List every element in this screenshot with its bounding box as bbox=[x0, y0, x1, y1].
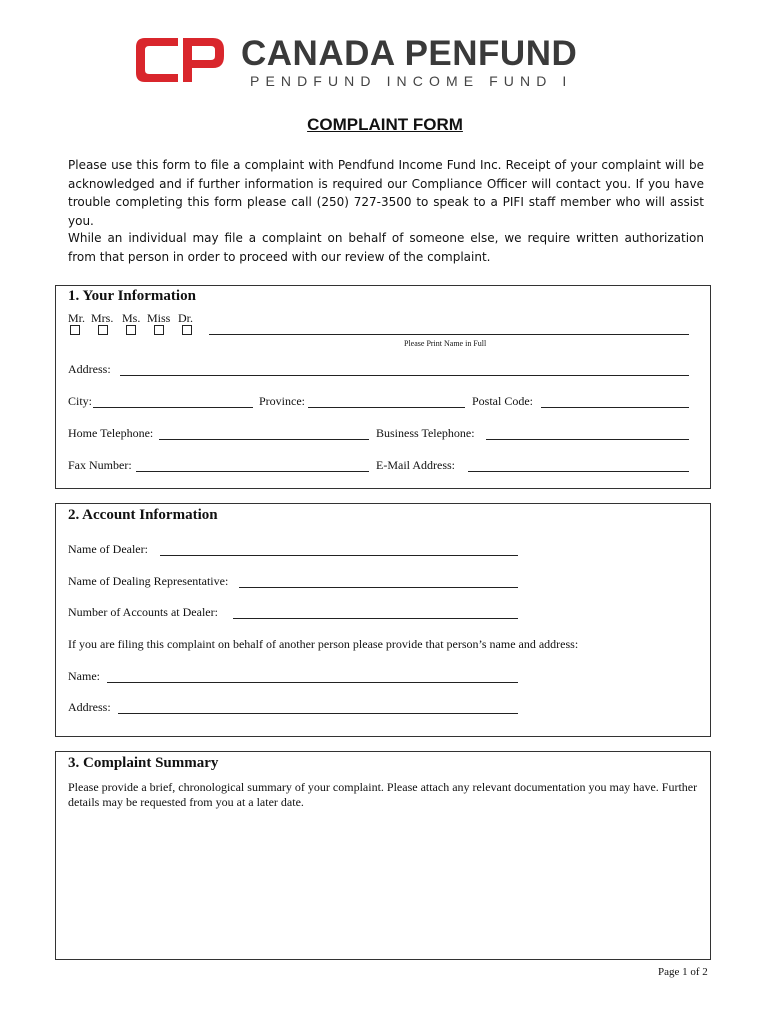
full-name-field[interactable] bbox=[209, 334, 689, 335]
dealing-representative-field[interactable] bbox=[239, 587, 518, 588]
account-information-section bbox=[55, 503, 711, 737]
dealer-name-label: Name of Dealer: bbox=[68, 542, 148, 556]
salutation-dr-label: Dr. bbox=[178, 311, 193, 325]
section-title: 2. Account Information bbox=[68, 507, 218, 523]
salutation-ms-label: Ms. bbox=[122, 311, 141, 325]
complaint-summary-instructions: Please provide a brief, chronological summary of your complaint. Please attach any relevant documentation you may have. Further details may be requested from you at a later date. bbox=[68, 780, 698, 809]
other-person-name-field[interactable] bbox=[107, 682, 518, 683]
fax-number-field[interactable] bbox=[136, 471, 369, 472]
mr-checkbox[interactable] bbox=[70, 325, 80, 335]
authorization-paragraph: While an individual may file a complaint on behalf of someone else, we require written authorization from that person in order to proceed with our review of the complaint. bbox=[68, 231, 704, 264]
address-label: Address: bbox=[68, 362, 111, 376]
city-field[interactable] bbox=[93, 407, 253, 408]
salutation-mr-label: Mr. bbox=[68, 311, 86, 325]
email-address-label: E-Mail Address: bbox=[376, 458, 455, 472]
postal-code-label: Postal Code: bbox=[472, 394, 534, 408]
home-telephone-label: Home Telephone: bbox=[68, 426, 154, 440]
section-title: 3. Complaint Summary bbox=[68, 755, 219, 771]
brand-subtitle: PENDFUND INCOME FUND I bbox=[250, 73, 573, 89]
on-behalf-instructions: If you are filing this complaint on behalf of another person please provide that person’s name and address: bbox=[68, 637, 579, 651]
province-field[interactable] bbox=[308, 407, 465, 408]
other-person-address-field[interactable] bbox=[118, 713, 518, 714]
company-logo bbox=[133, 34, 633, 94]
address-field[interactable] bbox=[120, 375, 689, 376]
complaint-summary-section bbox=[55, 751, 711, 960]
form-title: COMPLAINT FORM bbox=[307, 115, 463, 134]
other-person-name-label: Name: bbox=[68, 669, 100, 683]
full-name-hint: Please Print Name in Full bbox=[404, 339, 487, 348]
email-address-field[interactable] bbox=[468, 471, 689, 472]
city-label: City: bbox=[68, 394, 93, 408]
salutation-mrs-label: Mrs. bbox=[91, 311, 114, 325]
number-of-accounts-field[interactable] bbox=[233, 618, 518, 619]
page-number: Page 1 of 2 bbox=[658, 966, 708, 978]
other-person-address-label: Address: bbox=[68, 700, 111, 714]
business-telephone-field[interactable] bbox=[486, 439, 689, 440]
business-telephone-label: Business Telephone: bbox=[376, 426, 475, 440]
brand-name: CANADA PENFUND bbox=[241, 34, 578, 73]
section-title: 1. Your Information bbox=[68, 288, 196, 304]
intro-paragraph: Please use this form to file a complaint with Pendfund Income Fund Inc. Receipt of your complaint will be acknowledged and if further information is required our Compliance Officer will contact you. If you have trouble completing this form please call (250) 727-3500 to speak to a PIFI staff member who will assist you. bbox=[68, 158, 704, 228]
cp-logo-mark bbox=[133, 34, 229, 86]
number-of-accounts-label: Number of Accounts at Dealer: bbox=[68, 605, 218, 619]
postal-code-field[interactable] bbox=[541, 407, 689, 408]
salutation-miss-label: Miss bbox=[147, 311, 171, 325]
dealing-representative-label: Name of Dealing Representative: bbox=[68, 574, 229, 588]
fax-number-label: Fax Number: bbox=[68, 458, 132, 472]
dr-checkbox[interactable] bbox=[182, 325, 192, 335]
mrs-checkbox[interactable] bbox=[98, 325, 108, 335]
complaint-summary-area[interactable] bbox=[68, 816, 698, 950]
home-telephone-field[interactable] bbox=[159, 439, 369, 440]
dealer-name-field[interactable] bbox=[160, 555, 518, 556]
miss-checkbox[interactable] bbox=[154, 325, 164, 335]
your-information-section bbox=[55, 285, 711, 489]
province-label: Province: bbox=[259, 394, 305, 408]
ms-checkbox[interactable] bbox=[126, 325, 136, 335]
